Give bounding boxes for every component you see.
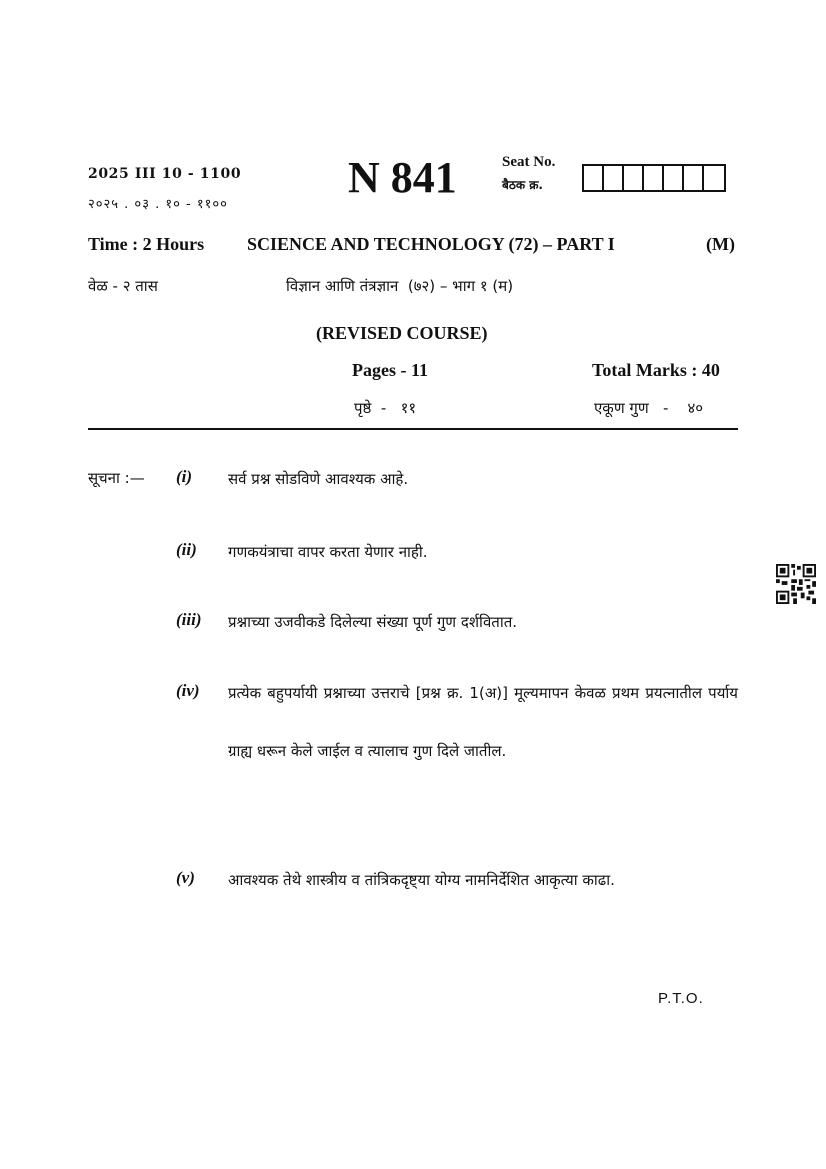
seat-number-box[interactable] (644, 166, 664, 190)
please-turn-over: P.T.O. (658, 990, 704, 1007)
instruction-text-4: प्रत्येक बहुपर्यायी प्रश्नाच्या उत्तराचे [प्रश्न क्र. 1(अ)] मूल्यमापन केवळ प्रथम प्रयत्नातील पर्याय ग्राह्य धरून केले जाईल व त्यालाच गुण दिले जातील. (228, 684, 738, 760)
pages-marathi: पृष्ठे - ११ (354, 399, 417, 417)
instruction-text-1: सर्व प्रश्न सोडविणे आवश्यक आहे. (228, 470, 409, 488)
course-type: (REVISED COURSE) (316, 323, 488, 343)
time-marathi: वेळ - २ तास (88, 277, 158, 295)
exam-code-english: 2025 III 10 - 1100 (88, 166, 242, 182)
instruction-number-3: (iii) (176, 610, 202, 629)
seat-no-label-marathi: बैठक क्र. (502, 178, 543, 192)
pages-english: Pages - 11 (352, 360, 428, 380)
seat-number-box[interactable] (624, 166, 644, 190)
seat-no-label: Seat No. (502, 154, 556, 170)
total-marks-english: Total Marks : 40 (592, 360, 720, 380)
time-english: Time : 2 Hours (88, 234, 205, 254)
seat-number-box[interactable] (664, 166, 684, 190)
total-marks-marathi: एकूण गुण - ४० (594, 399, 704, 417)
subject-marathi: विज्ञान आणि तंत्रज्ञान (७२) – भाग १ (म) (286, 277, 514, 295)
paper-code: N 841 (348, 153, 457, 202)
seat-number-box[interactable] (584, 166, 604, 190)
instruction-number-4: (iv) (176, 681, 200, 700)
subject-english: SCIENCE AND TECHNOLOGY (72) – PART I (247, 234, 615, 254)
seat-number-box[interactable] (684, 166, 704, 190)
instruction-number-2: (ii) (176, 540, 197, 559)
exam-code-marathi: २०२५ . ०३ . १० - ११०० (88, 197, 228, 212)
instruction-number-1: (i) (176, 467, 193, 486)
seat-number-boxes[interactable] (582, 164, 726, 192)
instruction-number-5: (v) (176, 868, 195, 887)
header-divider (88, 428, 738, 430)
instruction-text-2: गणकयंत्राचा वापर करता येणार नाही. (228, 543, 428, 561)
instructions-label: सूचना :— (88, 469, 145, 487)
qr-code-icon (776, 564, 816, 604)
seat-number-box[interactable] (704, 166, 724, 190)
medium-english: (M) (706, 234, 735, 254)
instruction-text-5: आवश्यक तेथे शास्त्रीय व तांत्रिकदृष्ट्या योग्य नामनिर्देशित आकृत्या काढा. (228, 871, 615, 889)
instruction-text-3: प्रश्नाच्या उजवीकडे दिलेल्या संख्या पूर्ण गुण दर्शवितात. (228, 613, 518, 631)
seat-number-box[interactable] (604, 166, 624, 190)
